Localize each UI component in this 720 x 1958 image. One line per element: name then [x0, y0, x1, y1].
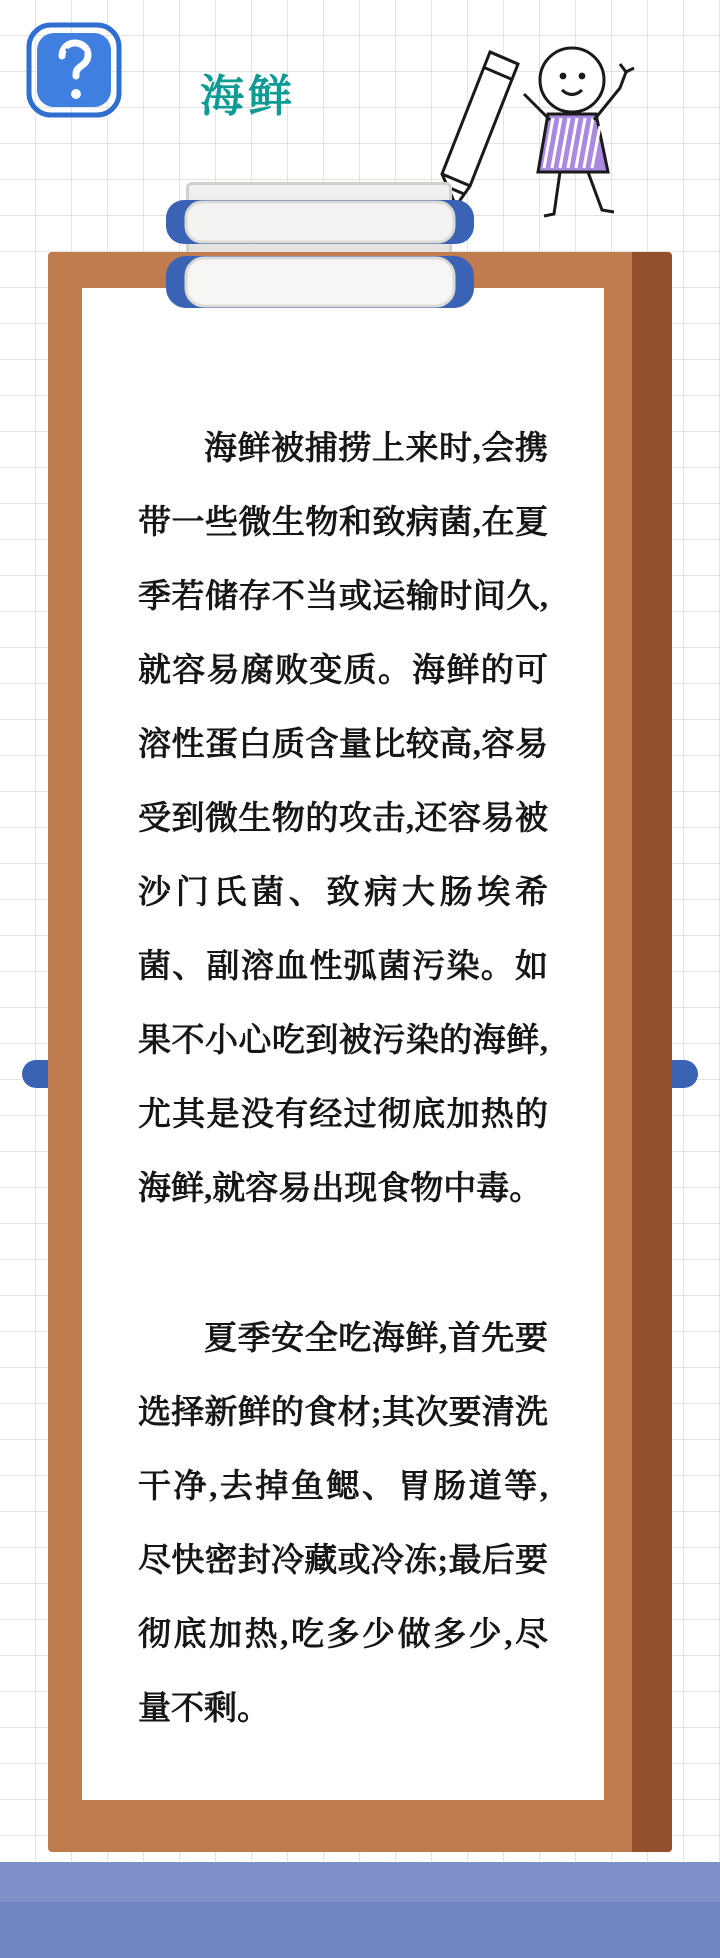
- bottom-decorative-band-inner: [0, 1902, 720, 1958]
- article-body: [138, 412, 548, 1746]
- clipboard-board: [48, 252, 672, 1852]
- metal-clip-icon: [160, 196, 480, 324]
- article-paragraph: 夏季安全吃海鲜,首先要选择新鲜的食材;其次要清洗干净,去掉鱼鳃、胃肠道等,尽快密封冷藏或冷冻;最后要彻底加热,吃多少做多少,尽量不剩。: [138, 1321, 548, 1727]
- question-mark-badge-icon: [26, 22, 122, 118]
- clipboard-paper: [82, 288, 604, 1800]
- page-title: 海鲜: [200, 72, 296, 121]
- article-paragraph: 海鲜被捕捞上来时,会携带一些微生物和致病菌,在夏季若储存不当或运输时间久,就容易腐败变质。海鲜的可溶性蛋白质含量比较高,容易受到微生物的攻击,还容易被沙门氏菌、致病大肠埃希菌、副溶血性弧菌污染。如果不小心吃到被污染的海鲜,尤其是没有经过彻底加热的海鲜,就容易出现食物中毒。: [138, 431, 548, 1207]
- clipboard-board-shadow: [632, 252, 672, 1852]
- bottom-decorative-band: [0, 1862, 720, 1958]
